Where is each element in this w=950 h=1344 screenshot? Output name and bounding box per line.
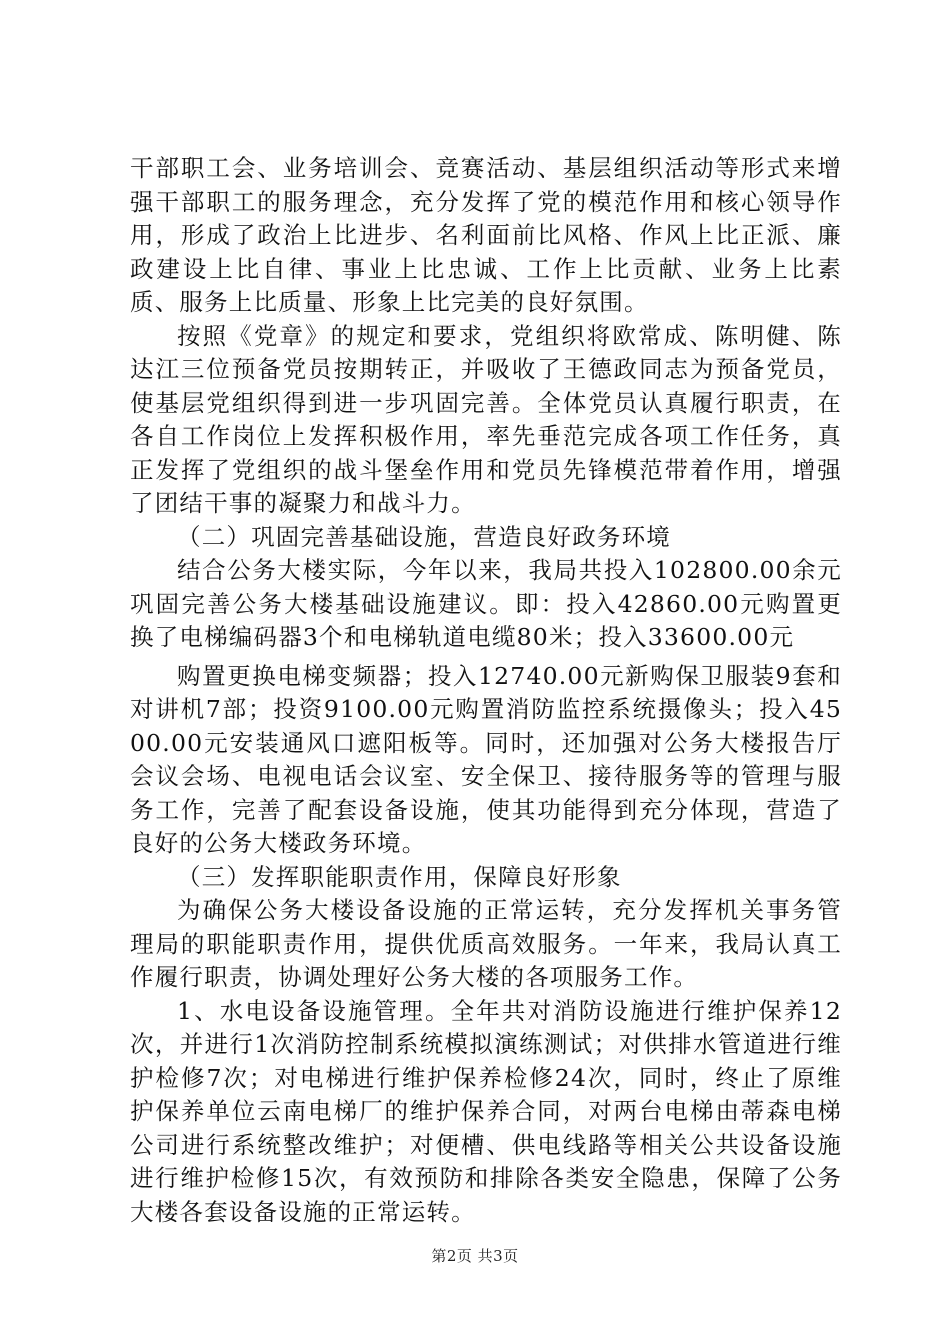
- section-heading-2: （二）巩固完善基础设施，营造良好政务环境: [177, 522, 671, 551]
- document-body: [130, 152, 842, 1229]
- paragraph-equipment: 购置更换电梯变频器；投入12740.00元新购保卫服装9套和对讲机7部；投资9100.00元购置消防监控系统摄像头；投入4500.00元安装通风口遮阳板等。同时，还加强对公务大楼报告厅会议会场、电视电话会议室、安全保卫、接待服务等的管理与服务工作，完善了配套设备设施，使其功能得到充分体现，营造了良好的公务大楼政务环境。: [130, 661, 842, 857]
- section-heading-3: （三）发挥职能职责作用，保障良好形象: [177, 862, 622, 891]
- paragraph-continuation: 干部职工会、业务培训会、竞赛活动、基层组织活动等形式来增强干部职工的服务理念，充分发挥了党的模范作用和核心领导作用，形成了政治上比进步、名利面前比风格、作风上比正派、廉政建设上比自律、事业上比忠诚、工作上比贡献、业务上比素质、服务上比质量、形象上比完美的良好氛围。: [130, 154, 842, 316]
- paragraph-party-members: 按照《党章》的规定和要求，党组织将欧常成、陈明健、陈达江三位预备党员按期转正，并吸收了王德政同志为预备党员，使基层党组织得到进一步巩固完善。全体党员认真履行职责，在各自工作岗位上发挥积极作用，率先垂范完成各项工作任务，真正发挥了党组织的战斗堡垒作用和党员先锋模范带着作用，增强了团结干事的凝聚力和战斗力。: [130, 321, 842, 517]
- paragraph-investment: 结合公务大楼实际，今年以来，我局共投入102800.00余元巩固完善公务大楼基础设施建议。即：投入42860.00元购置更换了电梯编码器3个和电梯轨道电缆80米；投入33600.00元: [130, 556, 842, 651]
- paragraph-functions: 为确保公务大楼设备设施的正常运转，充分发挥机关事务管理局的职能职责作用，提供优质高效服务。一年来，我局认真工作履行职责，协调处理好公务大楼的各项服务工作。: [130, 896, 842, 991]
- paragraph-water-electric: 1、水电设备设施管理。全年共对消防设施进行维护保养12次，并进行1次消防控制系统模拟演练测试；对供排水管道进行维护检修7次；对电梯进行维护保养检修24次，同时，终止了原维护保养单位云南电梯厂的维护保养合同，对两台电梯由蒂森电梯公司进行系统整改维护；对便槽、供电线路等相关公共设备设施进行维护检修15次，有效预防和排除各类安全隐患，保障了公务大楼各套设备设施的正常运转。: [130, 996, 842, 1226]
- page-footer: 第2页 共3页: [431, 1247, 519, 1265]
